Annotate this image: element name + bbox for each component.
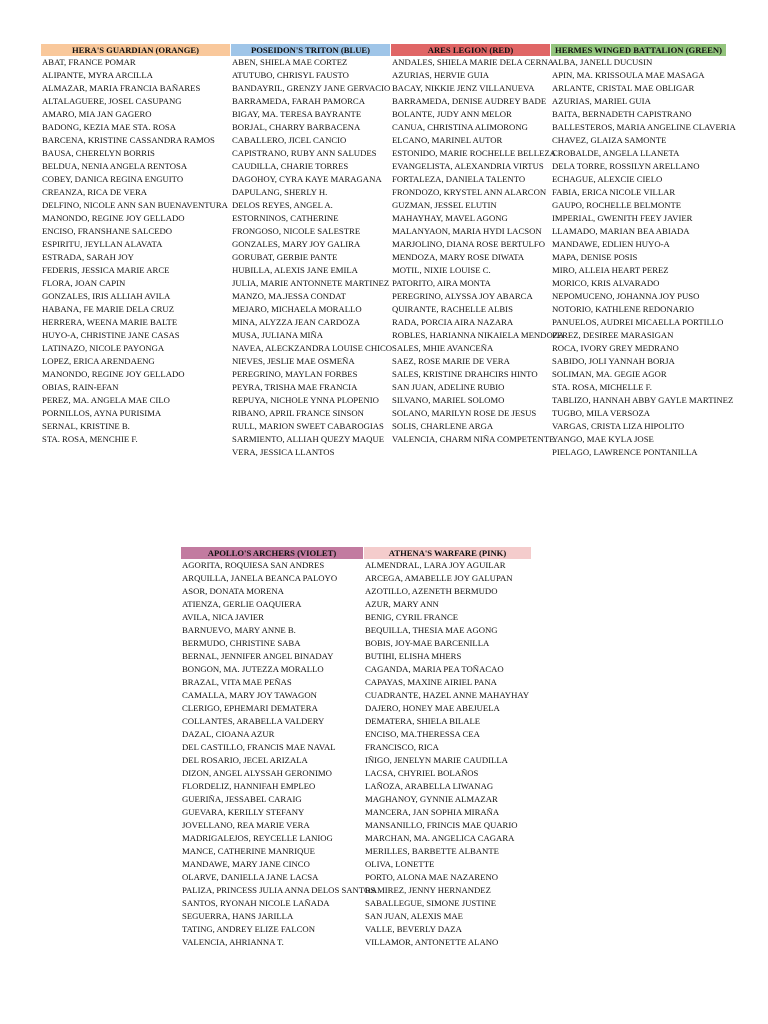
name-entry: MANZO, MA.JESSA CONDAT	[232, 291, 346, 301]
name-entry: PORTO, ALONA MAE NAZARENO	[365, 872, 499, 882]
name-entry: PALIZA, PRINCESS JULIA ANNA DELOS SANTOS	[182, 885, 376, 895]
name-entry: LACSA, CHYRIEL BOLAÑOS	[365, 768, 479, 778]
name-entry: EVANGELISTA, ALEXANDRIA VIRTUS	[392, 161, 544, 171]
name-entry: STA. ROSA, MICHELLE F.	[552, 382, 652, 392]
name-entry: ARLANTE, CRISTAL MAE OBLIGAR	[552, 83, 695, 93]
name-entry: HUYO-A, CHRISTINE JANE CASAS	[42, 330, 180, 340]
name-entry: SEGUERRA, HANS JARILLA	[182, 911, 294, 921]
group-athena-pink	[364, 547, 531, 949]
name-entry: FEDERIS, JESSICA MARIE ARCE	[42, 265, 170, 275]
name-entry: CREANZA, RICA DE VERA	[42, 187, 148, 197]
name-entry: CAGANDA, MARIA PEA TOÑACAO	[365, 664, 504, 674]
name-entry: MADRIGALEJOS, REYCELLE LANIOG	[182, 833, 333, 843]
name-entry: SALES, MHIE AVANCEÑA	[392, 343, 494, 353]
name-entry: SAN JUAN, ALEXIS MAE	[365, 911, 463, 921]
name-entry: SOLANO, MARILYN ROSE DE JESUS	[392, 408, 537, 418]
name-entry: BACAY, NIKKIE JENZ VILLANUEVA	[392, 83, 535, 93]
name-entry: MOTIL, NIXIE LOUISE C.	[392, 265, 491, 275]
name-entry: BONGON, MA. JUTEZZA MORALLO	[182, 664, 324, 674]
name-entry: CROBALDE, ANGELA LLANETA	[552, 148, 680, 158]
name-entry: DAZAL, CIOANA AZUR	[182, 729, 275, 739]
name-entry: BARRAMEDA, DENISE AUDREY BADE	[392, 96, 547, 106]
name-entry: DELA TORRE, ROSSILYN ARELLANO	[552, 161, 700, 171]
name-entry: OLARVE, DANIELLA JANE LACSA	[182, 872, 319, 882]
name-entry: YANGO, MAE KYLA JOSE	[552, 434, 654, 444]
name-entry: MANCE, CATHERINE MANRIQUE	[182, 846, 315, 856]
name-entry: ALMAZAR, MARIA FRANCIA BAÑARES	[42, 83, 201, 93]
name-entry: BEQUILLA, THESIA MAE AGONG	[365, 625, 498, 635]
name-entry: CABALLERO, JICEL CANCIO	[232, 135, 347, 145]
name-entry: AZUR, MARY ANN	[365, 599, 439, 609]
name-entry: SABALLEGUE, SIMONE JUSTINE	[365, 898, 497, 908]
name-entry: NIEVES, JESLIE MAE OSMEÑA	[232, 356, 355, 366]
name-entry: MORICO, KRIS ALVARADO	[552, 278, 660, 288]
name-entry: OLIVA, LONETTE	[365, 859, 435, 869]
name-entry: MARJOLINO, DIANA ROSE BERTULFO	[392, 239, 545, 249]
name-list	[391, 56, 565, 446]
name-entry: ENCISO, MA.THERESSA CEA	[365, 729, 480, 739]
name-list	[364, 559, 531, 949]
name-entry: LLAMADO, MARIAN BEA ABIADA	[552, 226, 690, 236]
name-entry: MANSANILLO, FRINCIS MAE QUARIO	[365, 820, 518, 830]
name-entry: JULIA, MARIE ANTONNETE MARTINEZ	[232, 278, 390, 288]
name-entry: FRANCISCO, RICA	[365, 742, 439, 752]
name-entry: BORJAL, CHARRY BARBACENA	[232, 122, 361, 132]
name-entry: MENDOZA, MARY ROSE DIWATA	[392, 252, 525, 262]
name-entry: ASOR, DONATA MORENA	[182, 586, 284, 596]
name-entry: TABLIZO, HANNAH ABBY GAYLE MARTINEZ	[552, 395, 734, 405]
name-entry: FABIA, ERICA NICOLE VILLAR	[552, 187, 676, 197]
name-entry: BARNUEVO, MARY ANNE B.	[182, 625, 296, 635]
group-header: APOLLO'S ARCHERS (VIOLET)	[181, 547, 363, 559]
group-poseidon-blue	[231, 44, 393, 459]
group-hermes-green	[551, 44, 736, 459]
name-entry: COBEY, DANICA REGINA ENGUITO	[42, 174, 184, 184]
name-entry: CAPISTRANO, RUBY ANN SALUDES	[232, 148, 377, 158]
name-entry: DEL ROSARIO, JECEL ARIZALA	[182, 755, 308, 765]
name-entry: LAÑOZA, ARABELLA LIWANAG	[365, 781, 494, 791]
name-entry: LOPEZ, ERICA ARENDAENG	[42, 356, 155, 366]
name-entry: AZURIAS, MARIEL GUIA	[552, 96, 651, 106]
name-entry: COLLANTES, ARABELLA VALDERY	[182, 716, 325, 726]
name-entry: CAPAYAS, MAXINE AIRIEL PANA	[365, 677, 497, 687]
name-entry: HUBILLA, ALEXIS JANE EMILA	[232, 265, 358, 275]
name-entry: PORNILLOS, AYNA PURISIMA	[42, 408, 162, 418]
name-entry: ALTALAGUERE, JOSEL CASUPANG	[42, 96, 182, 106]
name-entry: MANONDO, REGINE JOY GELLADO	[42, 213, 185, 223]
name-entry: AVILA, NICA JAVIER	[182, 612, 264, 622]
name-entry: MIRO, ALLEIA HEART PEREZ	[552, 265, 669, 275]
name-entry: SAN JUAN, ADELINE RUBIO	[392, 382, 505, 392]
name-entry: PEREZ, MA. ANGELA MAE CILO	[42, 395, 170, 405]
name-list	[231, 56, 393, 459]
name-entry: GORUBAT, GERBIE PANTE	[232, 252, 338, 262]
name-entry: ARQUILLA, JANELA BEANCA PALOYO	[182, 573, 338, 583]
name-entry: ECHAGUE, ALEXCIE CIELO	[552, 174, 663, 184]
name-entry: AGORITA, ROQUIESA SAN ANDRES	[182, 560, 325, 570]
group-hera-orange	[41, 44, 230, 446]
name-entry: PIELAGO, LAWRENCE PONTANILLA	[552, 447, 698, 457]
name-entry: SOLIMAN, MA. GEGIE AGOR	[552, 369, 667, 379]
name-entry: PEREGRINO, MAYLAN FORBES	[232, 369, 358, 379]
name-entry: CLERIGO, EPHEMARI DEMATERA	[182, 703, 318, 713]
name-entry: SARMIENTO, ALLIAH QUEZY MAQUE	[232, 434, 385, 444]
name-entry: BADONG, KEZIA MAE STA. ROSA	[42, 122, 176, 132]
name-list	[181, 559, 376, 949]
name-entry: BERNAL, JENNIFER ANGEL BINADAY	[182, 651, 334, 661]
name-entry: MERILLES, BARBETTE ALBANTE	[365, 846, 499, 856]
name-entry: DAJERO, HONEY MAE ABEJUELA	[365, 703, 500, 713]
name-entry: ATIENZA, GERLIE OAQUIERA	[182, 599, 302, 609]
name-entry: ALMENDRAL, LARA JOY AGUILAR	[365, 560, 506, 570]
name-entry: DAGOHOY, CYRA KAYE MARAGANA	[232, 174, 382, 184]
name-entry: ENCISO, FRANSHANE SALCEDO	[42, 226, 173, 236]
name-entry: VILLAMOR, ANTONETTE ALANO	[365, 937, 499, 947]
name-entry: ATUTUBO, CHRISYL FAUSTO	[232, 70, 349, 80]
name-entry: MUSA, JULIANA MIÑA	[232, 330, 323, 340]
name-entry: MANDAWE, MARY JANE CINCO	[182, 859, 310, 869]
group-header: ATHENA'S WARFARE (PINK)	[364, 547, 531, 559]
group-apollo-violet	[181, 547, 376, 949]
group-header: HERA'S GUARDIAN (ORANGE)	[41, 44, 230, 56]
group-header: HERMES WINGED BATTALION (GREEN)	[551, 44, 726, 56]
name-entry: AMARO, MIA JAN GAGERO	[42, 109, 152, 119]
name-list	[41, 56, 230, 446]
name-entry: MARCHAN, MA. ANGELICA CAGARA	[365, 833, 515, 843]
name-entry: DEMATERA, SHIELA BILALE	[365, 716, 481, 726]
name-entry: MANCERA, JAN SOPHIA MIRAÑA	[365, 807, 500, 817]
name-entry: ESPIRITU, JEYLLAN ALAVATA	[42, 239, 163, 249]
name-entry: RADA, PORCIA AIRA NAZARA	[392, 317, 514, 327]
name-entry: MINA, ALYZZA JEAN CARDOZA	[232, 317, 360, 327]
name-entry: HABANA, FE MARIE DELA CRUZ	[42, 304, 175, 314]
name-entry: IÑIGO, JENELYN MARIE CAUDILLA	[365, 755, 508, 765]
name-entry: QUIRANTE, RACHELLE ALBIS	[392, 304, 513, 314]
name-entry: VERA, JESSICA LLANTOS	[232, 447, 335, 457]
name-entry: DEL CASTILLO, FRANCIS MAE NAVAL	[182, 742, 336, 752]
name-entry: NAVEA, ALECKZANDRA LOUISE CHICO	[232, 343, 393, 353]
name-entry: PEYRA, TRISHA MAE FRANCIA	[232, 382, 358, 392]
name-entry: NOTORIO, KATHLENE REDONARIO	[552, 304, 694, 314]
name-entry: SALES, KRISTINE DRAHCIRS HINTO	[392, 369, 538, 379]
name-entry: ABEN, SHIELA MAE CORTEZ	[232, 57, 348, 67]
name-entry: RAMIREZ, JENNY HERNANDEZ	[365, 885, 491, 895]
name-entry: BALLESTEROS, MARIA ANGELINE CLAVERIA	[552, 122, 736, 132]
name-entry: SAEZ, ROSE MARIE DE VERA	[392, 356, 510, 366]
name-entry: PEREZ, DESIREE MARASIGAN	[552, 330, 674, 340]
name-entry: IMPERIAL, GWENITH FEEY JAVIER	[552, 213, 693, 223]
name-entry: MANONDO, REGINE JOY GELLADO	[42, 369, 185, 379]
name-entry: ESTRADA, SARAH JOY	[42, 252, 134, 262]
name-entry: FLORA, JOAN CAPIN	[42, 278, 126, 288]
name-entry: CANUA, CHRISTINA ALIMORONG	[392, 122, 528, 132]
name-entry: REPUYA, NICHOLE YNNA PLOPENIO	[232, 395, 379, 405]
name-entry: TUGBO, MILA VERSOZA	[552, 408, 651, 418]
name-entry: ALBA, JANELL DUCUSIN	[552, 57, 653, 67]
name-entry: BOBIS, JOY-MAE BARCENILLA	[365, 638, 490, 648]
name-entry: JOVELLANO, REA MARIE VERA	[182, 820, 310, 830]
name-entry: ESTORNINOS, CATHERINE	[232, 213, 339, 223]
name-entry: SANTOS, RYONAH NICOLE LAÑADA	[182, 898, 330, 908]
name-entry: BAITA, BERNADETH CAPISTRANO	[552, 109, 692, 119]
name-entry: ESTONIDO, MARIE ROCHELLE BELLEZA	[392, 148, 556, 158]
name-entry: SILVANO, MARIEL SOLOMO	[392, 395, 505, 405]
name-entry: GUZMAN, JESSEL ELUTIN	[392, 200, 497, 210]
name-entry: NEPOMUCENO, JOHANNA JOY PUSO	[552, 291, 700, 301]
name-entry: BELDUA, NENIA ANGELA RENTOSA	[42, 161, 188, 171]
name-entry: MANDAWE, EDLIEN HUYO-A	[552, 239, 670, 249]
name-entry: MAPA, DENISE POSIS	[552, 252, 638, 262]
name-entry: CAMALLA, MARY JOY TAWAGON	[182, 690, 317, 700]
name-entry: GONZALES, MARY JOY GALIRA	[232, 239, 361, 249]
name-entry: MAHAYHAY, MAVEL AGONG	[392, 213, 508, 223]
name-entry: HERRERA, WEENA MARIE BALTE	[42, 317, 178, 327]
name-entry: GUEVARA, KERILLY STEFANY	[182, 807, 305, 817]
name-entry: ANDALES, SHIELA MARIE DELA CERNA	[392, 57, 554, 67]
name-entry: BAUSA, CHERELYN BORRIS	[42, 148, 155, 158]
name-entry: BENIG, CYRIL FRANCE	[365, 612, 459, 622]
name-entry: MAGHANOY, GYNNIE ALMAZAR	[365, 794, 498, 804]
name-entry: GONZALES, IRIS ALLIAH AVILA	[42, 291, 171, 301]
name-entry: OBIAS, RAIN-EFAN	[42, 382, 119, 392]
name-entry: BRAZAL, VITA MAE PEÑAS	[182, 677, 292, 687]
name-entry: DIZON, ANGEL ALYSSAH GERONIMO	[182, 768, 332, 778]
group-header: POSEIDON'S TRITON (BLUE)	[231, 44, 390, 56]
name-entry: RIBANO, APRIL FRANCE SINSON	[232, 408, 364, 418]
name-entry: VALENCIA, CHARM NIÑA COMPETENTE	[392, 434, 555, 444]
name-entry: MALANYAON, MARIA HYDI LACSON	[392, 226, 542, 236]
name-entry: BARCENA, KRISTINE CASSANDRA RAMOS	[42, 135, 215, 145]
name-entry: ROBLES, HARIANNA NIKAIELA MENDOZA	[392, 330, 565, 340]
name-entry: BERMUDO, CHRISTINE SABA	[182, 638, 301, 648]
name-entry: CHAVEZ, GLAIZA SAMONTE	[552, 135, 667, 145]
name-entry: FLORDELIZ, HANNIFAH EMPLEO	[182, 781, 316, 791]
name-entry: SERNAL, KRISTINE B.	[42, 421, 130, 431]
name-entry: VALENCIA, AHRIANNA T.	[182, 937, 284, 947]
name-entry: BANDAYRIL, GRENZY JANE GERVACIO	[232, 83, 391, 93]
name-entry: VALLE, BEVERLY DAZA	[365, 924, 462, 934]
name-entry: VARGAS, CRISTA LIZA HIPOLITO	[552, 421, 685, 431]
name-entry: APIN, MA. KRISSOULA MAE MASAGA	[552, 70, 705, 80]
group-ares-red	[391, 44, 565, 446]
name-entry: DELFINO, NICOLE ANN SAN BUENAVENTURA	[42, 200, 228, 210]
name-entry: ELCANO, MARINEL AUTOR	[392, 135, 503, 145]
name-entry: MEJARO, MICHAELA MORALLO	[232, 304, 362, 314]
name-entry: CUADRANTE, HAZEL ANNE MAHAYHAY	[365, 690, 530, 700]
name-entry: SABIDO, JOLI YANNAH BORJA	[552, 356, 675, 366]
name-entry: DELOS REYES, ANGEL A.	[232, 200, 333, 210]
name-entry: ALIPANTE, MYRA ARCILLA	[42, 70, 153, 80]
name-entry: ARCEGA, AMABELLE JOY GALUPAN	[365, 573, 513, 583]
name-entry: PANUELOS, AUDREI MICAELLA PORTILLO	[552, 317, 724, 327]
name-entry: ABAT, FRANCE POMAR	[42, 57, 136, 67]
name-entry: ROCA, IVORY GREY MEDRANO	[552, 343, 679, 353]
name-entry: FRONDOZO, KRYSTEL ANN ALARCON	[392, 187, 547, 197]
name-entry: BOLANTE, JUDY ANN MELOR	[392, 109, 512, 119]
name-entry: STA. ROSA, MENCHIE F.	[42, 434, 138, 444]
name-entry: TATING, ANDREY ELIZE FALCON	[182, 924, 315, 934]
group-header: ARES LEGION (RED)	[391, 44, 550, 56]
name-entry: PATORITO, AIRA MONTA	[392, 278, 491, 288]
name-entry: GUERIÑA, JESSABEL CARAIG	[182, 794, 302, 804]
name-list	[551, 56, 736, 459]
name-entry: BUTIHI, ELISHA MHERS	[365, 651, 462, 661]
name-entry: DAPULANG, SHERLY H.	[232, 187, 328, 197]
name-entry: BIGAY, MA. TERESA BAYRANTE	[232, 109, 362, 119]
name-entry: RULL, MARION SWEET CABAROGIAS	[232, 421, 384, 431]
name-entry: BARRAMEDA, FARAH PAMORCA	[232, 96, 365, 106]
name-entry: AZURIAS, HERVIE GUIA	[392, 70, 490, 80]
name-entry: FRONGOSO, NICOLE SALESTRE	[232, 226, 361, 236]
name-entry: CAUDILLA, CHARIE TORRES	[232, 161, 349, 171]
name-entry: AZOTILLO, AZENETH BERMUDO	[365, 586, 498, 596]
name-entry: SOLIS, CHARLENE ARGA	[392, 421, 494, 431]
name-entry: PEREGRINO, ALYSSA JOY ABARCA	[392, 291, 533, 301]
name-entry: GAUPO, ROCHELLE BELMONTE	[552, 200, 682, 210]
name-entry: FORTALEZA, DANIELA TALENTO	[392, 174, 526, 184]
name-entry: LATINAZO, NICOLE PAYONGA	[42, 343, 165, 353]
